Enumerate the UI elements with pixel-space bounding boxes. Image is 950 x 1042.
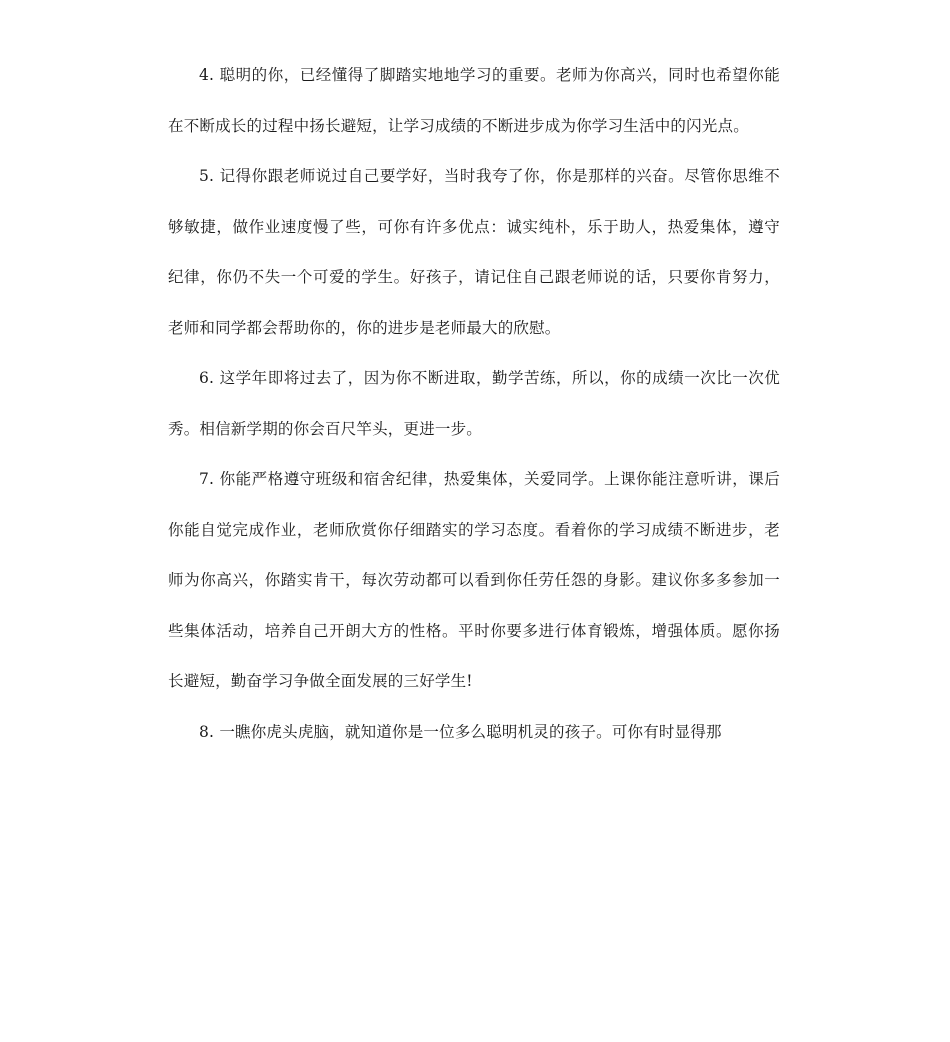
paragraph-comment-4: 4. 聪明的你，已经懂得了脚踏实地地学习的重要。老师为你高兴，同时也希望你能在不断成长的过程中扬长避短，让学习成绩的不断进步成为你学习生活中的闪光点。 [168, 66, 780, 135]
paragraph-comment-6: 6. 这学年即将过去了，因为你不断进取，勤学苦练，所以，你的成绩一次比一次优秀。相信新学期的你会百尺竿头，更进一步。 [168, 369, 780, 438]
document-body [168, 50, 780, 757]
paragraph-comment-5: 5. 记得你跟老师说过自己要学好，当时我夸了你，你是那样的兴奋。尽管你思维不够敏捷，做作业速度慢了些，可你有许多优点：诚实纯朴，乐于助人，热爱集体，遵守纪律，你仍不失一个可爱的学生。好孩子，请记住自己跟老师说的话，只要你肯努力，老师和同学都会帮助你的，你的进步是老师最大的欣慰。 [168, 167, 780, 337]
paragraph-comment-7: 7. 你能严格遵守班级和宿舍纪律，热爱集体，关爱同学。上课你能注意听讲，课后你能自觉完成作业，老师欣赏你仔细踏实的学习态度。看着你的学习成绩不断进步，老师为你高兴，你踏实肯干，每次劳动都可以看到你任劳任怨的身影。建议你多多参加一些集体活动，培养自己开朗大方的性格。平时你要多进行体育锻炼，增强体质。愿你扬长避短，勤奋学习争做全面发展的三好学生! [168, 470, 780, 690]
paragraph-comment-8: 8. 一瞧你虎头虎脑，就知道你是一位多么聪明机灵的孩子。可你有时显得那 [199, 722, 722, 741]
